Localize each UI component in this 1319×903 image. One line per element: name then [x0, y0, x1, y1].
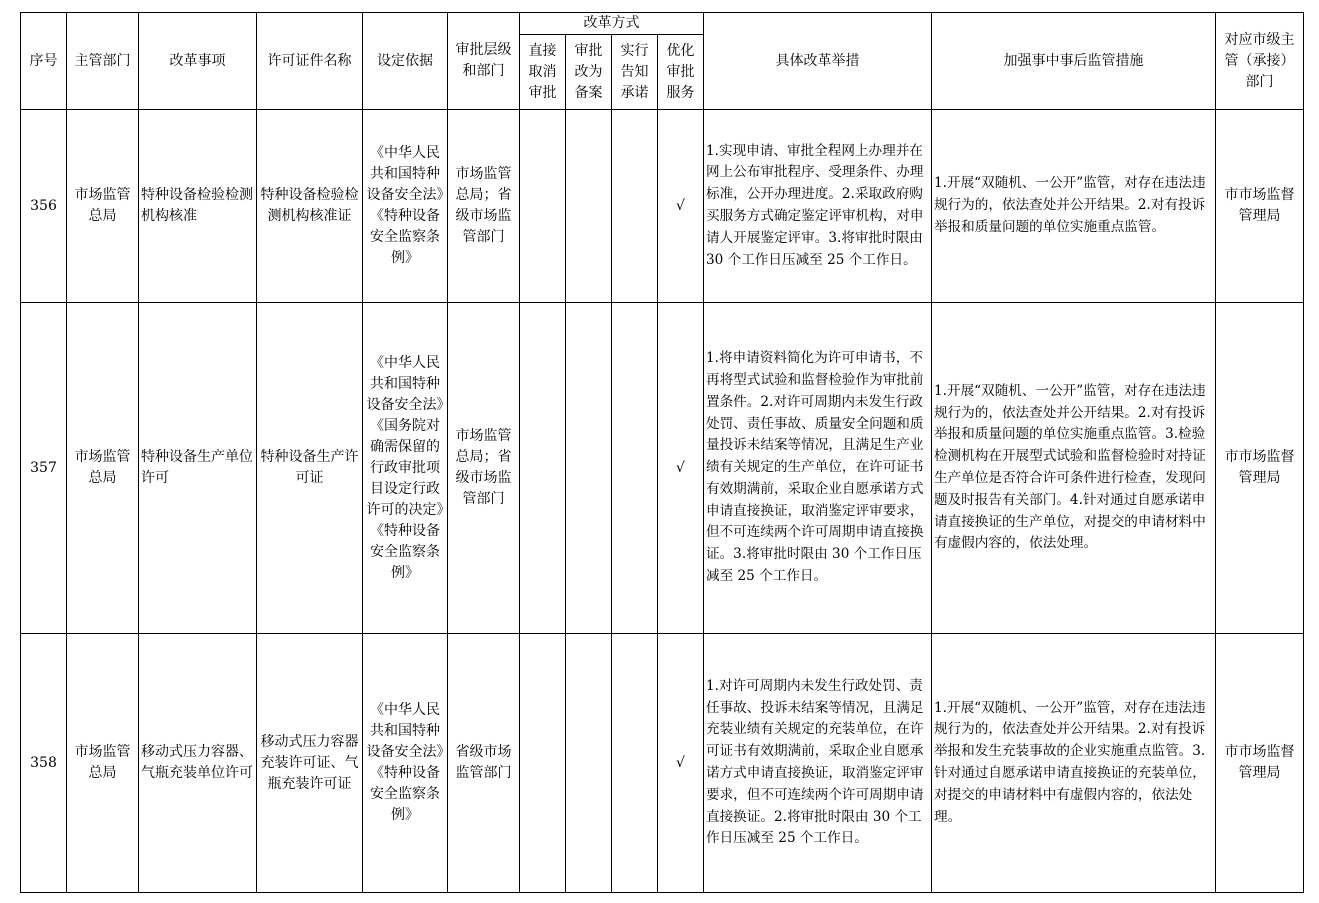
row-measures: 1.实现申请、审批全程网上办理并在网上公布审批程序、受理条件、办理标准，公开办理进度。2.采取政府购买服务方式确定鉴定评审机构，对申请人开展鉴定评审。3.将审批时限由 30 个工作日压减至 25 个工作日。: [704, 110, 932, 303]
header-method-commitment: 实行告知承诺: [612, 35, 658, 110]
row-seq: 358: [21, 634, 67, 893]
row-method-filing: [566, 110, 612, 303]
row-item: 特种设备检验检测机构核准: [139, 110, 257, 303]
header-item: 改革事项: [139, 13, 257, 110]
header-license: 许可证件名称: [257, 13, 363, 110]
header-supervision: 加强事中事后监管措施: [932, 13, 1216, 110]
header-basis: 设定依据: [363, 13, 448, 110]
row-method-cancel: [520, 303, 566, 634]
row-supervision: 1.开展“双随机、一公开”监管，对存在违法违规行为的，依法查处并公开结果。2.对有投诉举报和质量问题的单位实施重点监管。3.检验检测机构在开展型式试验和监督检验时对持证生产单位是否符合许可条件进行检查，发现问题及时报告有关部门。4.针对通过自愿承诺申请直接换证的生产单位，对提交的申请材料中有虚假内容的，依法处理。: [932, 303, 1216, 634]
row-approval-level: 市场监管总局；省级市场监管部门: [448, 303, 520, 634]
row-basis: 《中华人民共和国特种设备安全法》《国务院对确需保留的行政审批项目设定行政许可的决定》《特种设备安全监察条例》: [363, 303, 448, 634]
row-dept: 市场监管总局: [67, 634, 139, 893]
table-row: [21, 110, 1304, 303]
header-method-cancel: 直接取消审批: [520, 35, 566, 110]
row-basis: 《中华人民共和国特种设备安全法》《特种设备安全监察条例》: [363, 110, 448, 303]
table-row: [21, 303, 1304, 634]
row-method-filing: [566, 303, 612, 634]
header-dept: 主管部门: [67, 13, 139, 110]
row-method-filing: [566, 634, 612, 893]
row-method-commitment: [612, 634, 658, 893]
table-row: [21, 634, 1304, 893]
row-approval-level: 省级市场监管部门: [448, 634, 520, 893]
reform-table: [20, 12, 1304, 893]
row-supervision: 1.开展“双随机、一公开”监管，对存在违法违规行为的，依法查处并公开结果。2.对有投诉举报和质量问题的单位实施重点监管。: [932, 110, 1216, 303]
row-method-optimize: √: [658, 303, 704, 634]
row-approval-level: 市场监管总局；省级市场监管部门: [448, 110, 520, 303]
header-row: [21, 13, 1304, 35]
header-approval-level: 审批层级和部门: [448, 13, 520, 110]
row-supervision: 1.开展“双随机、一公开”监管，对存在违法违规行为的，依法查处并公开结果。2.对有投诉举报和发生充装事故的企业实施重点监管。3.针对通过自愿承诺申请直接换证的充装单位，对提交的申请材料中有虚假内容的，依法处理。: [932, 634, 1216, 893]
row-method-cancel: [520, 110, 566, 303]
row-dept: 市场监管总局: [67, 303, 139, 634]
row-seq: 357: [21, 303, 67, 634]
row-method-optimize: √: [658, 110, 704, 303]
row-method-optimize: √: [658, 634, 704, 893]
row-license: 移动式压力容器充装许可证、气瓶充装许可证: [257, 634, 363, 893]
row-item: 移动式压力容器、气瓶充装单位许可: [139, 634, 257, 893]
row-dept: 市场监管总局: [67, 110, 139, 303]
header-city-dept: 对应市级主管（承接）部门: [1216, 13, 1304, 110]
row-method-commitment: [612, 110, 658, 303]
row-license: 特种设备检验检测机构核准证: [257, 110, 363, 303]
header-reform-method: 改革方式: [520, 13, 704, 35]
row-city-dept: 市市场监督管理局: [1216, 110, 1304, 303]
header-seq: 序号: [21, 13, 67, 110]
row-measures: 1.对许可周期内未发生行政处罚、责任事故、投诉未结案等情况，且满足充装业绩有关规定的充装单位，在许可证书有效期满前，采取企业自愿承诺方式申请直接换证，取消鉴定评审要求，但不可连续两个许可周期申请直接换证。2.将审批时限由 30 个工作日压减至 25 个工作日。: [704, 634, 932, 893]
header-method-optimize: 优化审批服务: [658, 35, 704, 110]
row-city-dept: 市市场监督管理局: [1216, 634, 1304, 893]
row-measures: 1.将申请资料简化为许可申请书，不再将型式试验和监督检验作为审批前置条件。2.对许可周期内未发生行政处罚、责任事故、质量安全问题和质量投诉未结案等情况，且满足生产业绩有关规定的生产单位，在许可证书有效期满前，采取企业自愿承诺方式申请直接换证，取消鉴定评审要求，但不可连续两个许可周期申请直接换证。3.将审批时限由 30 个工作日压减至 25 个工作日。: [704, 303, 932, 634]
header-measures: 具体改革举措: [704, 13, 932, 110]
row-method-cancel: [520, 634, 566, 893]
row-item: 特种设备生产单位许可: [139, 303, 257, 634]
header-method-filing: 审批改为备案: [566, 35, 612, 110]
row-license: 特种设备生产许可证: [257, 303, 363, 634]
row-basis: 《中华人民共和国特种设备安全法》《特种设备安全监察条例》: [363, 634, 448, 893]
row-city-dept: 市市场监督管理局: [1216, 303, 1304, 634]
row-method-commitment: [612, 303, 658, 634]
row-seq: 356: [21, 110, 67, 303]
